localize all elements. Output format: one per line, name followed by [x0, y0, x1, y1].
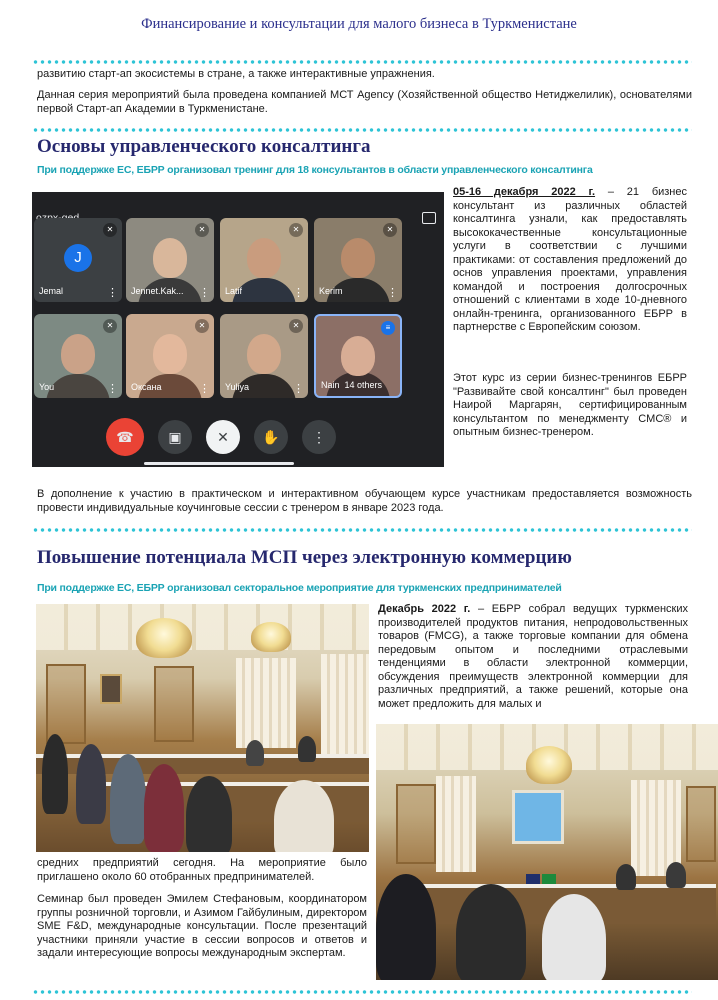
participant-tile [126, 218, 214, 302]
more-options-icon: ⋮ [293, 383, 304, 395]
dotted-divider [32, 128, 692, 132]
participant-name: Jennet.Kak... [131, 286, 184, 296]
others-count: 14 others [344, 380, 383, 390]
participant-tile-speaking [314, 314, 402, 398]
more-options-icon: ⋮ [199, 383, 210, 395]
section1-paragraph-2: Этот курс из серии бизнес-тренингов ЕБРР "Развивайте свой консалтинг" был проведен Наирой Маргарян, сертифицированным консультантом по менеджменту CMC® и опытным бизнес-тренером. [453, 372, 687, 438]
mic-off-icon: ✕ [289, 223, 303, 237]
section-title-ecommerce: Повышение потенциала МСП через электронную коммерцию [37, 547, 572, 568]
participant-name: Jemal [39, 286, 64, 296]
camera-icon: ▣ [158, 420, 192, 454]
more-options-icon: ⋮ [293, 287, 304, 299]
participant-name: Latif [225, 286, 243, 296]
more-options-icon: ⋮ [387, 287, 398, 299]
switch-camera-icon [422, 212, 436, 224]
event-date: 05-16 декабря 2022 г. [453, 186, 596, 198]
end-call-icon: ☎ [106, 418, 144, 456]
participant-name: Kerim [319, 286, 343, 296]
section2-paragraph-3: Семинар был проведен Эмилем Стефановым, координатором группы розничной торговли, и Азимом Гайбулиным, директором SME F&D, международные консультации. После презентаций участники приняли участие в сессии вопросов и ответов и задали интересующие вопросы международным экспертам. [37, 893, 367, 959]
page-header-title: Финансирование и консультации для малого бизнеса в Туркменистане [141, 16, 577, 32]
mic-off-icon: ✕ [383, 223, 397, 237]
intro-paragraph-1: развитию старт-ап экосистемы в стране, а также интерактивные упражнения. [37, 68, 435, 80]
mic-off-icon: ✕ [103, 223, 117, 237]
participant-name: Yuliya [225, 382, 250, 392]
mic-off-icon: ✕ [195, 319, 209, 333]
mic-off-icon: ✕ [195, 223, 209, 237]
raise-hand-icon: ✋ [254, 420, 288, 454]
event-date: Декабрь 2022 г. [378, 603, 471, 615]
avatar: J [64, 244, 92, 272]
participant-tile [314, 218, 402, 302]
section1-paragraph-1: 05-16 декабря 2022 г. – 21 бизнес консультант из различных областей консалтинга узнали, как предоставлять высококачественные консультационные услуги в соответствии с лучшими практиками: от составления предложений до основ управления проектами, управления командой и построения долгосрочных отношений с клиентами в ходе 10-дневного онлайн-тренинга, организованного ЕБРР в партнерстве с Европейским союзом. [453, 186, 687, 333]
participant-name: You [39, 382, 55, 392]
section-title-consulting: Основы управленческого консалтинга [37, 136, 371, 157]
participant-name: Nain 14 others [321, 380, 383, 390]
section2-paragraph-1: Декабрь 2022 г. – ЕБРР собрал ведущих туркменских производителей продуктов питания, непродовольственных товаров (FMCG), а также торговые компании для обмена передовым опытом и последними отраслевыми тенденциями в области электронной коммерции, обсуждения преимуществ электронной коммерции для различных предприятий, а также решений, которые она может предложить для малых и [378, 603, 689, 710]
participant-tile [220, 218, 308, 302]
mic-off-icon: ✕ [103, 319, 117, 333]
speaking-icon: ≡ [381, 321, 395, 335]
conference-photo [376, 724, 718, 980]
intro-paragraph-2: Данная серия мероприятий была проведена компанией МСТ Agency (Хозяйственной общество Нетиджелилик), основателями первой Старт-ап Академии в Туркменистане. [37, 89, 692, 115]
more-options-icon: ⋮ [199, 287, 210, 299]
participant-tile [126, 314, 214, 398]
section-subtitle-ecommerce: При поддержке ЕС, ЕБРР организовал секторальное мероприятие для туркменских предпринимателей [37, 582, 562, 594]
section1-paragraph-3: В дополнение к участию в практическом и интерактивном обучающем курсе участникам предоставляется возможность провести индивидуальные коучинговые сессии с тренером в январе 2023 года. [37, 488, 692, 514]
home-indicator [144, 462, 294, 465]
participant-tile [34, 314, 122, 398]
participant-tile [220, 314, 308, 398]
dotted-divider [32, 60, 692, 64]
participant-tile [34, 218, 122, 302]
section-subtitle-consulting: При поддержке ЕС, ЕБРР организовал тренинг для 18 консультантов в области управленческого консалтинга [37, 164, 593, 176]
more-options-icon: ⋮ [107, 287, 118, 299]
conference-photo [36, 604, 369, 852]
mic-muted-icon: ✕ [206, 420, 240, 454]
participant-name: Оксана [131, 382, 162, 392]
more-options-icon: ⋮ [107, 383, 118, 395]
dotted-divider [32, 528, 692, 532]
section2-paragraph-2: средних предприятий сегодня. На мероприятие было приглашено около 60 отобранных предпринимателей. [37, 857, 367, 883]
more-options-icon: ⋮ [302, 420, 336, 454]
dotted-divider [32, 990, 692, 994]
video-call-screenshot [32, 192, 444, 467]
mic-off-icon: ✕ [289, 319, 303, 333]
